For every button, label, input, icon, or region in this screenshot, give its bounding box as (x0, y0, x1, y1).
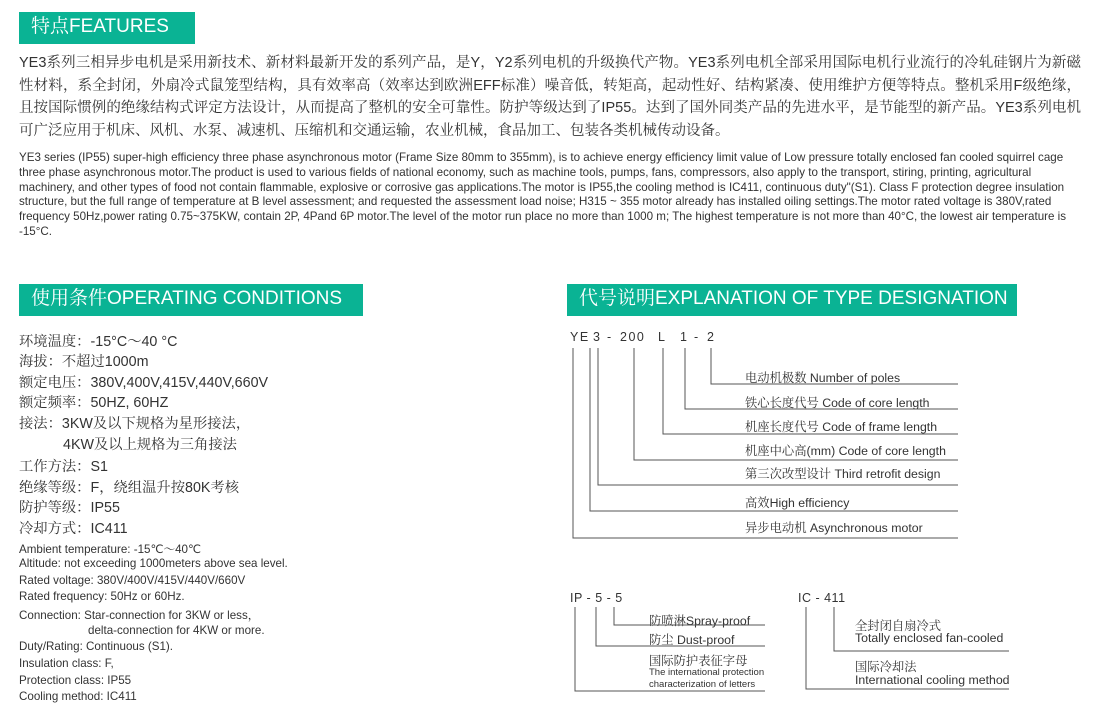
condition-cn-item: 额定频率：50HZ, 60HZ (19, 395, 169, 411)
condition-cn-item: 额定电压：380V,400V,415V,440V,660V (19, 375, 269, 391)
connector-ip-dust (596, 607, 765, 646)
condition-en-item: Rated voltage: 380V/400V/415V/440V/660V (19, 574, 246, 587)
ip-small-line: characterization of letters (649, 679, 756, 690)
connector-frame-length (663, 348, 958, 434)
connector-ic-method (806, 607, 1009, 689)
connector-poles (711, 348, 958, 384)
ip-code: IP - 5 - 5 (570, 591, 623, 605)
code-part-dash: - (607, 330, 613, 344)
condition-en-item: Insulation class: F, (19, 657, 114, 670)
ip-label-dust: 防尘 Dust-proof (649, 633, 735, 647)
ip-label-spray: 防喷淋Spray-proof (649, 614, 751, 628)
code-part-l: L (658, 330, 667, 344)
designation-title: 代号说明EXPLANATION OF TYPE DESIGNATION (579, 288, 1008, 309)
connector-ic-fan-cooled (834, 607, 1009, 651)
condition-en-item: Protection class: IP55 (19, 674, 132, 687)
condition-cn-item: 防护等级：IP55 (19, 500, 120, 516)
ic-label: International cooling method (855, 673, 1010, 687)
connector-ip-letters (575, 607, 765, 691)
condition-cn-item: 环境温度：-15°C～40 °C (19, 334, 178, 350)
connector-center-height (634, 348, 958, 460)
connector-ip-spray (614, 607, 765, 625)
condition-cn-item: 接法：3KW及以下规格为星形接法， (19, 416, 251, 432)
designation-label: 异步电动机 Asynchronous motor (745, 521, 923, 535)
designation-label: 机座长度代号 Code of frame length (745, 420, 938, 434)
condition-en-item: Rated frequency: 50Hz or 60Hz. (19, 590, 185, 603)
code-part-ye: YE (570, 330, 590, 344)
condition-en-item: Altitude: not exceeding 1000meters above sea level. (19, 557, 288, 570)
designation-label: 高效High efficiency (745, 496, 850, 510)
condition-cn-item: 海拔：不超过1000m (19, 354, 149, 370)
ic-label: Totally enclosed fan-cooled (855, 631, 1004, 645)
designation-label: 机座中心高(mm) Code of core length (745, 444, 946, 458)
features-en-text: YE3 series (IP55) super-high efficiency three phase asynchronous motor (Frame Size 80mm to 355mm), is to achieve energy efficiency limit value of Low pressure totally enclosed fan cooled squirrel cage three phase asynchronous motor.The product is used to various fields of national economy, such as machine tools, pumps, fans, compressors, also apply to the transport, stiring, printing, agricultural machinery, and other types of food not contain flammable, explosive or corrosive gas applications.The motor is IP55,the cooling method is IC411, continuous duty"(S1). Class F protection degree insulation structure, but the full range of temperature at B level assessment; and requested the assessment load noise; H315 ~ 355 motor already has installed oiling settings.The motor rated voltage is 380V,rated frequency 50Hz,power rating 0.75~375KW, contain 2P, 4Pand 6P motor.The level of the motor run place no more than 1000 m; The highest temperature is not more than 40°C, the lowest air temperature is -15°C. (19, 151, 1067, 238)
features-title: 特点FEATURES (31, 16, 169, 37)
condition-en-item: Connection: Star-connection for 3KW or less， (19, 609, 260, 622)
ic-code: IC - 411 (798, 591, 846, 605)
ic-label: 国际冷却法 (855, 660, 917, 674)
code-part-200: 200 (620, 330, 646, 344)
ip-small-line: The international protection (649, 667, 765, 678)
connector-core-length (685, 348, 958, 409)
code-part-3: 3 (593, 330, 602, 344)
condition-en-item: Ambient temperature: -15℃～40℃ (19, 543, 201, 556)
designation-label: 第三次改型设计 Third retrofit design (745, 467, 941, 481)
connector-high-efficiency (590, 348, 958, 511)
condition-cn-item: 冷却方式：IC411 (19, 521, 128, 537)
code-part-dash: - (694, 330, 700, 344)
code-part-2: 2 (707, 330, 716, 344)
ip-label-letters-cn: 国际防护表征字母 (649, 654, 748, 668)
condition-en-item: Duty/Rating: Continuous (S1). (19, 640, 174, 653)
designation-label: 电动机极数 Number of poles (745, 371, 901, 385)
condition-cn-item: 4KW及以上规格为三角接法 (63, 437, 237, 453)
condition-en-item: delta-connection for 4KW or more. (88, 624, 265, 637)
condition-cn-item: 工作方法：S1 (19, 459, 108, 475)
condition-en-item: Cooling method: IC411 (19, 690, 137, 703)
designation-label: 铁心长度代号 Code of core length (745, 396, 930, 410)
condition-cn-item: 绝缘等级：F，绕组温升按80K考核 (19, 480, 240, 496)
connector-third-retrofit (598, 348, 958, 485)
code-part-1: 1 (680, 330, 689, 344)
conditions-title: 使用条件OPERATING CONDITIONS (31, 288, 343, 309)
ic-label: 全封闭自扇冷式 (855, 619, 942, 633)
connector-asynchronous (573, 348, 958, 538)
features-cn-text: YE3系列三相异步电机是采用新技术、新材料最新开发的系列产品，是Y，Y2系列电机的升级换代产物。YE3系列电机全部采用国际电机行业流行的冷轧硅钢片为新磁性材料，系全封闭，外扇冷式鼠笼型结构，具有效率高（效率达到欧洲EFF标准）噪音低，转矩高，起动性好、结构紧凑、使用维护方便等特点。整机采用F级绝缘，且按国际惯例的绝缘结构式评定方法设计，从而提高了整机的安全可靠性。防护等级达到了IP55。达到了国外同类产品的先进水平，是节能型的新产品。YE3系列电机可广泛应用于机床、风机、水泵、减速机、压缩机和交通运输，农业机械，食品加工、包装各类机械传动设备。 (19, 55, 1081, 139)
